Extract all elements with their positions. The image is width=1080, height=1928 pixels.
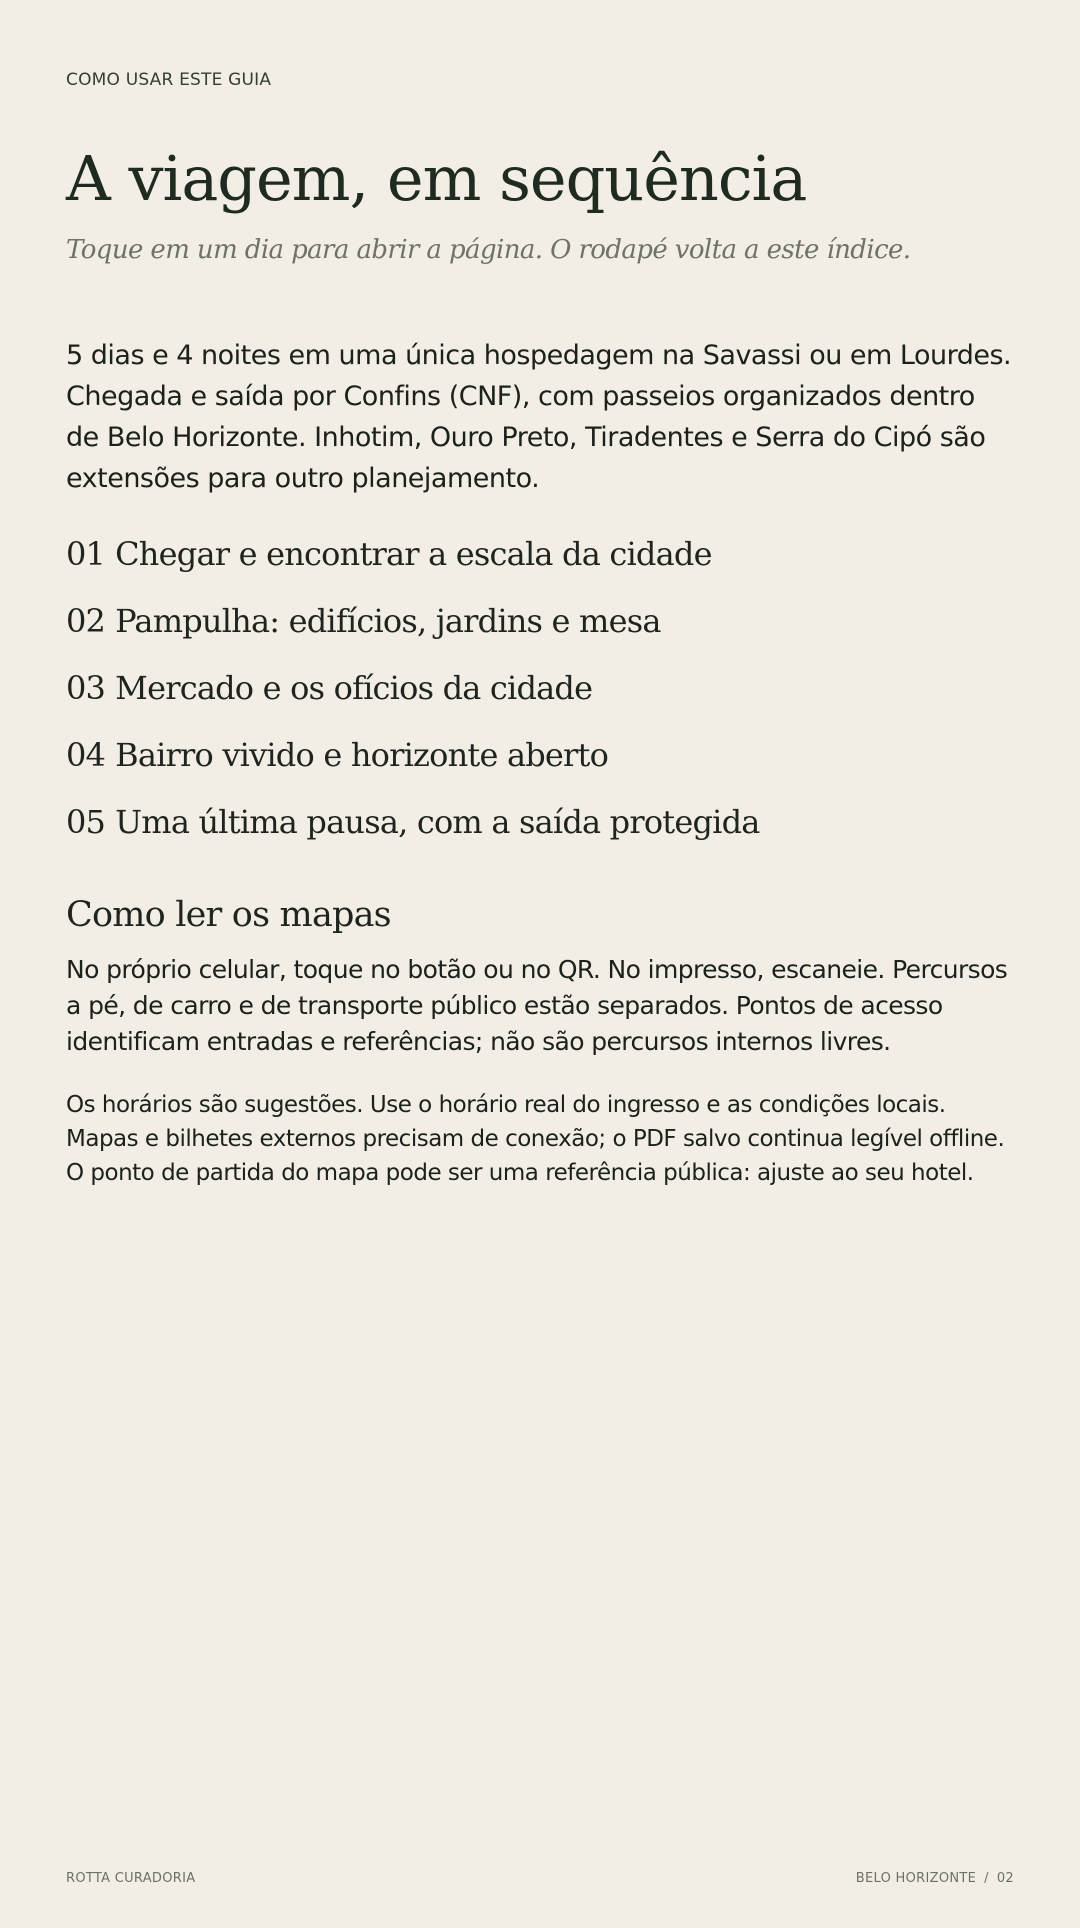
day-link-04[interactable] <box>66 731 1014 798</box>
day-title: Mercado e os ofícios da cidade <box>115 669 593 707</box>
day-link-01[interactable] <box>66 530 1014 597</box>
footer-location: BELO HORIZONTE <box>855 1871 977 1886</box>
day-title: Uma última pausa, com a saída protegida <box>115 803 760 841</box>
day-index-list <box>66 530 1014 865</box>
footer-separator: / <box>984 1871 989 1886</box>
footer-page-indicator[interactable] <box>856 1871 1014 1886</box>
page-subtitle: Toque em um dia para abrir a página. O rodapé volta a este índice. <box>66 235 911 265</box>
day-title: Bairro vivido e horizonte aberto <box>115 736 609 774</box>
day-number: 01 <box>66 535 106 573</box>
day-number: 05 <box>66 803 106 841</box>
maps-paragraph-1: No próprio celular, toque no botão ou no QR. No impresso, escaneie. Percursos a pé, de carro e de transporte público estão separados. Pontos de acesso identificam entradas e referências; não são percursos internos livres. <box>66 955 1008 1056</box>
intro-paragraph: 5 dias e 4 noites em uma única hospedagem na Savassi ou em Lourdes. Chegada e saída por Confins (CNF), com passeios organizados dentro de Belo Horizonte. Inhotim, Ouro Preto, Tiradentes e Serra do Cipó são extensões para outro planejamento. <box>66 340 1012 494</box>
day-title: Chegar e encontrar a escala da cidade <box>115 535 712 573</box>
day-number: 03 <box>66 669 106 707</box>
maps-section-title: Como ler os mapas <box>66 895 391 935</box>
day-number: 04 <box>66 736 106 774</box>
section-eyebrow: COMO USAR ESTE GUIA <box>66 70 272 90</box>
day-link-03[interactable] <box>66 664 1014 731</box>
footer-brand: ROTTA CURADORIA <box>66 1871 196 1886</box>
footer-page-number: 02 <box>996 1871 1014 1886</box>
day-link-02[interactable] <box>66 597 1014 664</box>
day-link-05[interactable] <box>66 798 1014 865</box>
day-title: Pampulha: edifícios, jardins e mesa <box>115 602 661 640</box>
page-title: A viagem, em sequência <box>66 142 807 215</box>
maps-paragraph-2: Os horários são sugestões. Use o horário real do ingresso e as condições locais. Mapas e bilhetes externos precisam de conexão; o PDF salvo continua legível offline. O ponto de partida do mapa pode ser uma referência pública: ajuste ao seu hotel. <box>66 1092 1005 1186</box>
day-number: 02 <box>66 602 106 640</box>
